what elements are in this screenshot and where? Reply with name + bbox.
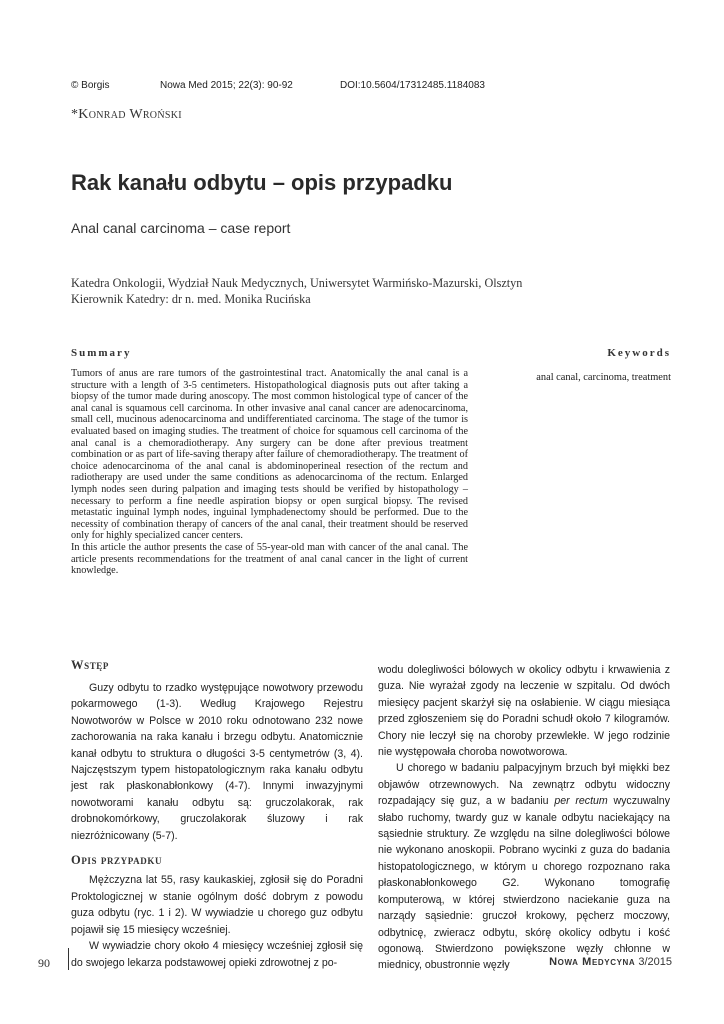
per-rectum-term: per rectum <box>554 795 608 808</box>
affiliation-line-1: Katedra Onkologii, Wydział Nauk Medycznych, Uniwersytet Warmińsko-Mazurski, Olsztyn <box>71 276 523 290</box>
left-column <box>71 680 363 971</box>
journal-name: Nowa Medycyna <box>549 956 636 968</box>
summary-text: Tumors of anus are rare tumors of the gastrointestinal tract. Anatomically the anal canal is a structure with a length of 3-5 centimeters. Histopathological diagnosis puts out after taking a biopsy of the tumor made during anoscopy. The most common histological type of cancer of the anal canal is squamous cell carcinoma. In other invasive anal canal cancer are adenocarcinoma, small cell, mucinous adenocarcinoma and undifferentiated carcinoma. The stage of the tumor is evaluated based on imaging studies. The treatment of choice for squamous cell carcinoma of the anal canal is a chemoradiotherapy. Any surgery can be done after previous treatment combination or as part of life-saving therapy after failure of chemoradiotherapy. The treatment of choice adenocarcinoma of the anal canal is abdominoperineal resection of the rectum and radiotherapy are used under the same conditions as adenocarcinoma of the rectum. Enlarged lymph nodes seen during palpation and imaging tests should be verified by histopathology – necessary to perform a fine needle aspiration biopsy or open surgical biopsy. The revised metastatic inguinal lymph nodes, inguinal lymphadenectomy should be performed. Due to the necessity of combination therapy of cancers of the anal canal, their treatment should be reserved only for highly specialized cancer centers. In this article the author presents the case of 55-year-old man with cancer of the anal canal. The article presents recommendations for the treatment of anal canal cancer in the light of current knowledge. <box>71 368 468 577</box>
right-paragraph-2-rest: wyczuwalny słabo ruchomy, twardy guz w kanale odbytu naciekający na sąsiednie struktury. Ze względu na silne dolegliwości bólowe nie wykonano anoskopii. Pobrano wycinki z guza do badania histopatologicznego, w którym u chorego rozpoznano raka płaskonabłonkowego G2. Wykonano tomografię komputerową, w której stwierdzono naciekanie guza na narządy sąsiednie: gruczoł krokowy, pęcherz moczowy, odbytnicę, zwieracz odbytu, skórę okolicy odbytu i kość ogonową. Stwierdzono powiększone węzły chłonne w miednicy, obustronnie węzły <box>378 795 670 972</box>
citation: Nowa Med 2015; 22(3): 90-92 <box>160 80 293 91</box>
right-column <box>378 662 670 974</box>
doi: DOI:10.5604/17312485.1184083 <box>340 80 485 91</box>
journal-issue: 3/2015 <box>638 956 672 968</box>
case-heading: Opis przypadku <box>71 853 163 868</box>
keywords-heading: Keywords <box>607 347 671 359</box>
article-subtitle: Anal canal carcinoma – case report <box>71 220 291 236</box>
article-title: Rak kanału odbytu – opis przypadku <box>71 170 453 195</box>
intro-paragraph: Guzy odbytu to rzadko występujące nowotwory przewodu pokarmowego (1-3). Według Krajowego Rejestru Nowotworów w Polsce w 2010 roku odnotowano 232 nowe zachorowania na raka kanału i brzegu odbytu. Anatomicznie kanał odbytu to struktura o długości 3-5 centymetrów (3, 4). Najczęstszym typem histopatologicznym raka kanału odbytu jest rak płaskonabłonkowy (4-7). Innymi inwazyjnymi nowotworami kanału odbytu są: gruczolakorak, rak drobnokomórkowy, gruczolakorak śluzowy i rak niezróżnicowany (5-7). <box>71 682 363 842</box>
keywords-text: anal canal, carcinoma, treatment <box>536 372 671 383</box>
publisher-label: © Borgis <box>71 80 110 91</box>
summary-heading: Summary <box>71 347 132 359</box>
author-name: *Konrad Wroński <box>71 107 182 122</box>
right-paragraph-2-start: U chorego w badaniu palpacyjnym brzuch był miękki bez objawów otrzewnowych. Na zewnątrz odbytu widoczny rozpadający się guz, a w badaniu <box>378 762 670 808</box>
right-paragraph-2 <box>378 760 670 973</box>
footer-divider <box>68 948 69 970</box>
journal-footer <box>480 956 672 968</box>
case-paragraph-2: W wywiadzie chory około 4 miesięcy wcześniej zgłosił się do swojego lekarza podstawowej opieki zdrowotnej z po- <box>71 940 363 969</box>
case-paragraph-1: Mężczyzna lat 55, rasy kaukaskiej, zgłosił się do Poradni Proktologicznej w stanie ogólnym dość dobrym z powodu guza odbytu (ryc. 1 i 2). W wywiadzie u chorego guz odbytu pojawił się 15 miesięcy wcześniej. <box>71 874 363 936</box>
page-number: 90 <box>38 956 50 970</box>
affiliation-line-2: Kierownik Katedry: dr n. med. Monika Rucińska <box>71 292 311 306</box>
intro-heading: Wstęp <box>71 658 110 672</box>
right-paragraph-1: wodu dolegliwości bólowych w okolicy odbytu i krwawienia z guza. Nie wyrażał zgody na leczenie w szpitalu. Od dwóch miesięcy pacjent skarżył się na osłabienie. W ciągu miesiąca przed zgłoszeniem się do Poradni schudł około 7 kilogramów. Chory nie leczył się na choroby przewlekłe. W jego rodzinie nie występowała choroba nowotworowa. <box>378 664 670 759</box>
